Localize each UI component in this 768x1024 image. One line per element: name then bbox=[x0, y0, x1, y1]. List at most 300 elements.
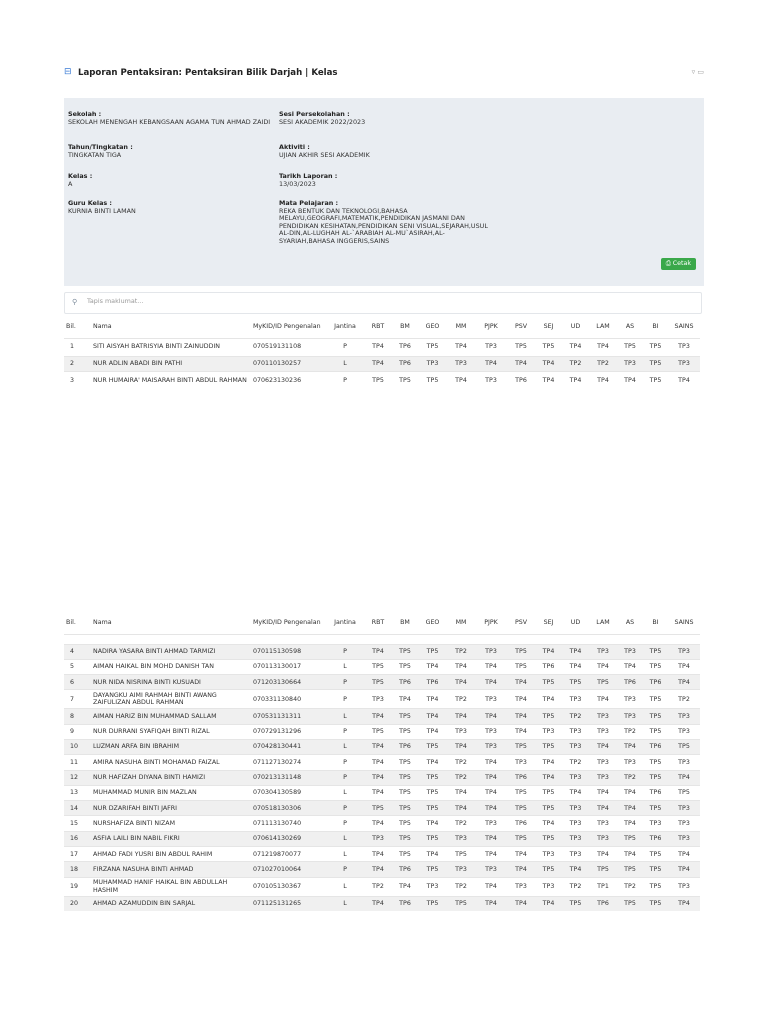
cell-rbt: TP4 bbox=[372, 647, 384, 655]
cell-nama: LUZMAN ARFA BIN IBRAHIM bbox=[93, 743, 180, 751]
cell-nama: NUR DURRANI SYAFIQAH BINTI RIZAL bbox=[93, 728, 210, 736]
filter-search-box bbox=[64, 292, 702, 314]
cell-pjpk: TP4 bbox=[485, 774, 497, 782]
cell-jantina: P bbox=[343, 774, 347, 782]
field-sesi bbox=[279, 111, 479, 126]
cell-bi: TP5 bbox=[649, 774, 662, 782]
column-header-lam: LAM bbox=[596, 619, 610, 626]
cell-bil: 16 bbox=[70, 835, 79, 843]
cell-lam: TP4 bbox=[597, 695, 609, 703]
cell-bil: 2 bbox=[70, 359, 75, 367]
cell-bm: TP5 bbox=[399, 850, 411, 858]
cell-as: TP5 bbox=[624, 343, 636, 351]
cell-geo: TP4 bbox=[426, 728, 439, 736]
search-input[interactable] bbox=[85, 296, 389, 306]
cell-pjpk: TP3 bbox=[485, 743, 497, 751]
cell-jantina: L bbox=[343, 882, 347, 890]
cell-mm: TP5 bbox=[455, 850, 467, 858]
cell-ud: TP2 bbox=[569, 758, 582, 766]
print-button[interactable] bbox=[661, 258, 696, 270]
cell-ud: TP3 bbox=[569, 804, 582, 812]
cell-psv: TP5 bbox=[515, 647, 527, 655]
cell-rbt: TP4 bbox=[372, 343, 384, 351]
cell-rbt: TP4 bbox=[372, 712, 384, 720]
table-row bbox=[64, 675, 700, 690]
cell-mm: TP3 bbox=[455, 865, 467, 873]
search-icon: ⚲ bbox=[72, 298, 78, 306]
cell-pjpk: TP4 bbox=[485, 678, 497, 686]
cell-geo: TP3 bbox=[426, 882, 439, 890]
cell-as: TP3 bbox=[624, 359, 636, 367]
cell-sains: TP4 bbox=[678, 865, 690, 873]
cell-geo: TP5 bbox=[426, 835, 439, 843]
cell-as: TP2 bbox=[624, 728, 636, 736]
cell-nama: ASFIA LAILI BIN NABIL FIKRI bbox=[93, 835, 180, 843]
cell-bi: TP5 bbox=[649, 359, 662, 367]
cell-psv: TP4 bbox=[515, 900, 527, 908]
cell-bi: TP6 bbox=[649, 789, 662, 797]
column-header-as: AS bbox=[625, 619, 635, 626]
cell-psv: TP5 bbox=[515, 804, 527, 812]
cell-bi: TP3 bbox=[649, 819, 662, 827]
table-row bbox=[64, 847, 700, 862]
cell-pjpk: TP3 bbox=[485, 728, 497, 736]
cell-rbt: TP5 bbox=[372, 663, 384, 671]
cell-sains: TP3 bbox=[678, 712, 690, 720]
cell-pjpk: TP3 bbox=[485, 343, 497, 351]
field-tarikh bbox=[279, 173, 479, 188]
cell-sains: TP4 bbox=[678, 678, 690, 686]
cell-bi: TP5 bbox=[649, 343, 662, 351]
cell-ud: TP4 bbox=[569, 376, 582, 384]
page-title: Laporan Pentaksiran: Pentaksiran Bilik Darjah | Kelas bbox=[78, 68, 338, 78]
cell-sains: TP4 bbox=[678, 774, 690, 782]
cell-geo: TP4 bbox=[426, 758, 439, 766]
table-header-row bbox=[64, 612, 700, 634]
report-info-panel bbox=[64, 98, 704, 286]
column-header-mykid: MyKID/ID Pengenalan bbox=[253, 323, 321, 330]
cell-bm: TP5 bbox=[399, 758, 411, 766]
cell-lam: TP4 bbox=[597, 789, 609, 797]
cell-ud: TP3 bbox=[569, 850, 582, 858]
cell-bm: TP4 bbox=[399, 882, 411, 890]
cell-ud: TP3 bbox=[569, 819, 582, 827]
cell-psv: TP4 bbox=[515, 678, 527, 686]
cell-geo: TP5 bbox=[426, 900, 439, 908]
cell-nama: AIMAN HAIKAL BIN MOHD DANISH TAN bbox=[93, 663, 214, 671]
cell-mykid: 070614130269 bbox=[253, 835, 302, 843]
cell-jantina: P bbox=[343, 647, 347, 655]
cell-bil: 17 bbox=[70, 850, 79, 858]
cell-lam: TP3 bbox=[597, 647, 609, 655]
cell-jantina: L bbox=[343, 712, 347, 720]
field-aktiviti bbox=[279, 144, 479, 159]
cell-mykid: 071203130664 bbox=[253, 678, 302, 686]
cell-bil: 6 bbox=[70, 678, 75, 686]
cell-sains: TP4 bbox=[678, 900, 690, 908]
cell-sej: TP5 bbox=[542, 804, 555, 812]
cell-sains: TP5 bbox=[678, 743, 690, 751]
cell-rbt: TP4 bbox=[372, 819, 384, 827]
cell-as: TP2 bbox=[624, 774, 636, 782]
cell-nama: FIRZANA NASUHA BINTI AHMAD bbox=[93, 865, 194, 873]
cell-nama: MUHAMMAD MUNIR BIN MAZLAN bbox=[93, 789, 197, 797]
cell-rbt: TP4 bbox=[372, 758, 384, 766]
cell-bi: TP5 bbox=[649, 663, 662, 671]
printer-icon: ⎙ bbox=[665, 260, 671, 267]
cell-ud: TP3 bbox=[569, 728, 582, 736]
cell-sains: TP3 bbox=[678, 359, 690, 367]
cell-psv: TP3 bbox=[515, 758, 527, 766]
cell-psv: TP6 bbox=[515, 376, 527, 384]
cell-ud: TP4 bbox=[569, 343, 582, 351]
cell-sej: TP4 bbox=[542, 695, 555, 703]
field-kelas bbox=[68, 173, 268, 188]
value-guru: KURNIA BINTI LAMAN bbox=[68, 206, 136, 215]
table-row bbox=[64, 356, 700, 371]
cell-ud: TP2 bbox=[569, 359, 582, 367]
cell-as: TP5 bbox=[624, 835, 636, 843]
cell-mykid: 071113130740 bbox=[253, 819, 302, 827]
cell-ud: TP5 bbox=[569, 678, 582, 686]
cell-bi: TP5 bbox=[649, 728, 662, 736]
cell-sej: TP4 bbox=[542, 376, 555, 384]
cell-psv: TP3 bbox=[515, 882, 527, 890]
cell-mm: TP4 bbox=[455, 678, 467, 686]
cell-sej: TP5 bbox=[542, 678, 555, 686]
cell-nama: AMIRA NASUHA BINTI MOHAMAD FAIZAL bbox=[93, 758, 220, 766]
column-header-sains: SAINS bbox=[674, 323, 694, 330]
cell-mm: TP4 bbox=[455, 804, 467, 812]
column-header-jantina: Jantina bbox=[334, 619, 356, 626]
cell-bm: TP5 bbox=[399, 663, 411, 671]
cell-sains: TP3 bbox=[678, 819, 690, 827]
value-aktiviti: UJIAN AKHIR SESI AKADEMIK bbox=[279, 150, 370, 159]
table-row bbox=[64, 338, 700, 356]
cell-mykid: 070729131296 bbox=[253, 728, 302, 736]
value-mata-pelajaran: REKA BENTUK DAN TEKNOLOGI,BAHASA MELAYU,GEOGRAFI,MATEMATIK,PENDIDIKAN JASMANI DAN PENDIDIKAN KESIHATAN,PENDIDIKAN SENI VISUAL,SEJARAH,USUL AL-DIN,AL-LUGHAH AL-`ARABIAH AL-MU`ASIRAH,AL-SYARIAH,BAHASA INGGERIS,SAINS bbox=[279, 206, 488, 245]
cell-jantina: P bbox=[343, 728, 347, 736]
column-header-bil: Bil. bbox=[66, 323, 76, 330]
cell-geo: TP4 bbox=[426, 712, 439, 720]
column-header-bi: BI bbox=[652, 323, 659, 330]
value-tahun: TINGKATAN TIGA bbox=[68, 150, 122, 159]
cell-ud: TP4 bbox=[569, 663, 582, 671]
cell-bm: TP6 bbox=[399, 678, 411, 686]
table-row bbox=[64, 644, 700, 659]
cell-geo: TP5 bbox=[426, 865, 439, 873]
table-row bbox=[64, 801, 700, 816]
cell-pjpk: TP4 bbox=[485, 882, 497, 890]
cell-rbt: TP4 bbox=[372, 774, 384, 782]
cell-as: TP3 bbox=[624, 647, 636, 655]
column-header-geo: GEO bbox=[425, 619, 440, 626]
column-header-sej: SEJ bbox=[543, 619, 554, 626]
column-header-mykid: MyKID/ID Pengenalan bbox=[253, 619, 321, 626]
cell-rbt: TP4 bbox=[372, 865, 384, 873]
cell-bi: TP5 bbox=[649, 712, 662, 720]
field-tahun bbox=[68, 144, 268, 159]
cell-pjpk: TP3 bbox=[485, 695, 497, 703]
value-tarikh: 13/03/2023 bbox=[279, 179, 316, 188]
cell-jantina: L bbox=[343, 663, 347, 671]
cell-as: TP5 bbox=[624, 865, 636, 873]
cell-psv: TP4 bbox=[515, 712, 527, 720]
cell-mykid: 070428130441 bbox=[253, 743, 302, 751]
cell-rbt: TP5 bbox=[372, 678, 384, 686]
cell-bil: 8 bbox=[70, 712, 75, 720]
cell-bil: 9 bbox=[70, 728, 75, 736]
cell-mm: TP4 bbox=[455, 712, 467, 720]
cell-bi: TP6 bbox=[649, 743, 662, 751]
cell-jantina: L bbox=[343, 359, 347, 367]
cell-pjpk: TP4 bbox=[485, 900, 497, 908]
cell-bm: TP6 bbox=[399, 343, 411, 351]
cell-rbt: TP4 bbox=[372, 789, 384, 797]
cell-mm: TP3 bbox=[455, 728, 467, 736]
cell-geo: TP5 bbox=[426, 343, 439, 351]
column-header-ud: UD bbox=[570, 323, 581, 330]
cell-mm: TP4 bbox=[455, 789, 467, 797]
cell-psv: TP6 bbox=[515, 774, 527, 782]
cell-sains: TP3 bbox=[678, 758, 690, 766]
cell-mykid: 070115130598 bbox=[253, 647, 302, 655]
cell-ud: TP4 bbox=[569, 865, 582, 873]
cell-nama: NUR ADLIN ABADI BIN PATHI bbox=[93, 359, 183, 367]
cell-mm: TP4 bbox=[455, 663, 467, 671]
table-row bbox=[64, 816, 700, 831]
field-guru bbox=[68, 200, 268, 215]
column-header-lam: LAM bbox=[596, 323, 610, 330]
cell-sej: TP4 bbox=[542, 774, 555, 782]
cell-bm: TP5 bbox=[399, 728, 411, 736]
cell-pjpk: TP4 bbox=[485, 758, 497, 766]
cell-sej: TP4 bbox=[542, 359, 555, 367]
label-sekolah: Sekolah : bbox=[68, 110, 102, 118]
cell-geo: TP5 bbox=[426, 804, 439, 812]
cell-nama: NUR NIDA NISRINA BINTI KUSUADI bbox=[93, 678, 201, 686]
cell-mykid: 071219870077 bbox=[253, 850, 302, 858]
column-header-bm: BM bbox=[400, 619, 410, 626]
cell-sains: TP4 bbox=[678, 850, 690, 858]
table-row bbox=[64, 724, 700, 739]
cell-bil: 19 bbox=[70, 882, 79, 890]
cell-rbt: TP4 bbox=[372, 900, 384, 908]
table-header-row bbox=[64, 316, 700, 338]
cell-geo: TP5 bbox=[426, 789, 439, 797]
cell-bi: TP5 bbox=[649, 376, 662, 384]
cell-as: TP3 bbox=[624, 695, 636, 703]
cell-bi: TP6 bbox=[649, 678, 662, 686]
cell-geo: TP5 bbox=[426, 743, 439, 751]
cell-sains: TP3 bbox=[678, 343, 690, 351]
cell-mm: TP2 bbox=[455, 882, 467, 890]
table-row bbox=[64, 877, 700, 896]
cell-sains: TP2 bbox=[678, 695, 690, 703]
cell-as: TP3 bbox=[624, 712, 636, 720]
cell-nama: MUHAMMAD HANIF HAIKAL BIN ABDULLAH HASHIM bbox=[93, 879, 228, 894]
cell-bi: TP5 bbox=[649, 804, 662, 812]
cell-jantina: L bbox=[343, 850, 347, 858]
cell-as: TP4 bbox=[624, 789, 636, 797]
column-header-bm: BM bbox=[400, 323, 410, 330]
column-header-rbt: RBT bbox=[371, 323, 385, 330]
cell-sej: TP5 bbox=[542, 835, 555, 843]
field-mata-pelajaran bbox=[279, 200, 491, 246]
cell-pjpk: TP3 bbox=[485, 647, 497, 655]
cell-mm: TP2 bbox=[455, 758, 467, 766]
table-row bbox=[64, 371, 700, 389]
cell-rbt: TP5 bbox=[372, 376, 384, 384]
cell-bi: TP5 bbox=[649, 900, 662, 908]
cell-mm: TP2 bbox=[455, 647, 467, 655]
label-aktiviti: Aktiviti : bbox=[279, 143, 310, 151]
column-header-bi: BI bbox=[652, 619, 659, 626]
cell-pjpk: TP4 bbox=[485, 663, 497, 671]
cell-as: TP4 bbox=[624, 819, 636, 827]
cell-lam: TP4 bbox=[597, 804, 609, 812]
cell-geo: TP4 bbox=[426, 695, 439, 703]
cell-nama: AIMAN HARIZ BIN MUHAMMAD SALLAM bbox=[93, 712, 217, 720]
cell-mm: TP2 bbox=[455, 819, 467, 827]
cell-mykid: 070623130236 bbox=[253, 376, 302, 384]
cell-lam: TP3 bbox=[597, 835, 609, 843]
cell-rbt: TP3 bbox=[372, 835, 384, 843]
cell-bm: TP5 bbox=[399, 835, 411, 843]
cell-rbt: TP2 bbox=[372, 882, 384, 890]
label-guru: Guru Kelas : bbox=[68, 199, 112, 207]
label-tahun: Tahun/Tingkatan : bbox=[68, 143, 133, 151]
cell-mykid: 071127130274 bbox=[253, 758, 302, 766]
cell-as: TP4 bbox=[624, 850, 636, 858]
cell-mm: TP3 bbox=[455, 359, 467, 367]
cell-sains: TP3 bbox=[678, 804, 690, 812]
cell-sej: TP5 bbox=[542, 343, 555, 351]
cell-ud: TP2 bbox=[569, 882, 582, 890]
cell-sej: TP5 bbox=[542, 712, 555, 720]
cell-psv: TP6 bbox=[515, 819, 527, 827]
cell-nama: SITI AISYAH BATRISYIA BINTI ZAINUDDIN bbox=[93, 343, 221, 351]
column-header-rbt: RBT bbox=[371, 619, 385, 626]
cell-ud: TP3 bbox=[569, 743, 582, 751]
column-header-pjpk: PJPK bbox=[484, 619, 498, 626]
cell-lam: TP3 bbox=[597, 819, 609, 827]
column-header-nama: Nama bbox=[93, 323, 112, 330]
table-row bbox=[64, 739, 700, 754]
cell-lam: TP4 bbox=[597, 743, 609, 751]
column-header-geo: GEO bbox=[425, 323, 440, 330]
cell-bi: TP5 bbox=[649, 758, 662, 766]
report-header bbox=[64, 66, 704, 84]
cell-psv: TP4 bbox=[515, 865, 527, 873]
column-header-psv: PSV bbox=[514, 619, 528, 626]
cell-sains: TP3 bbox=[678, 882, 690, 890]
cell-psv: TP4 bbox=[515, 695, 527, 703]
cell-jantina: P bbox=[343, 695, 347, 703]
cell-lam: TP6 bbox=[597, 900, 609, 908]
table-row bbox=[64, 755, 700, 770]
cell-bi: TP6 bbox=[649, 835, 662, 843]
cell-pjpk: TP4 bbox=[485, 789, 497, 797]
cell-as: TP4 bbox=[624, 743, 636, 751]
column-header-ud: UD bbox=[570, 619, 581, 626]
results-table-page-2 bbox=[64, 612, 700, 911]
label-kelas: Kelas : bbox=[68, 172, 93, 180]
cell-bi: TP5 bbox=[649, 882, 662, 890]
cell-jantina: L bbox=[343, 789, 347, 797]
report-icon: ⊟ bbox=[64, 67, 72, 77]
cell-pjpk: TP4 bbox=[485, 804, 497, 812]
cell-bil: 5 bbox=[70, 663, 75, 671]
cell-lam: TP5 bbox=[597, 678, 609, 686]
cell-sej: TP4 bbox=[542, 758, 555, 766]
table-row bbox=[64, 690, 700, 709]
cell-ud: TP2 bbox=[569, 712, 582, 720]
cell-pjpk: TP3 bbox=[485, 819, 497, 827]
cell-nama: NADIRA YASARA BINTI AHMAD TARMIZI bbox=[93, 647, 216, 655]
cell-rbt: TP5 bbox=[372, 804, 384, 812]
cell-bil: 12 bbox=[70, 774, 79, 782]
cell-sains: TP4 bbox=[678, 376, 690, 384]
cell-psv: TP4 bbox=[515, 359, 527, 367]
label-mata-pelajaran: Mata Pelajaran : bbox=[279, 199, 339, 207]
cell-bil: 15 bbox=[70, 819, 79, 827]
cell-pjpk: TP3 bbox=[485, 865, 497, 873]
cell-lam: TP3 bbox=[597, 712, 609, 720]
cell-sej: TP4 bbox=[542, 647, 555, 655]
value-kelas: A bbox=[68, 179, 73, 188]
cell-as: TP6 bbox=[624, 678, 636, 686]
cell-geo: TP5 bbox=[426, 774, 439, 782]
cell-as: TP2 bbox=[624, 882, 636, 890]
table-row bbox=[64, 659, 700, 674]
cell-mykid: 071027010064 bbox=[253, 865, 302, 873]
cell-as: TP4 bbox=[624, 804, 636, 812]
cell-mm: TP2 bbox=[455, 774, 467, 782]
cell-mm: TP4 bbox=[455, 343, 467, 351]
cell-bil: 20 bbox=[70, 900, 79, 908]
cell-sains: TP3 bbox=[678, 835, 690, 843]
table-row bbox=[64, 896, 700, 911]
cell-lam: TP1 bbox=[597, 882, 609, 890]
cell-pjpk: TP4 bbox=[485, 850, 497, 858]
cell-bm: TP4 bbox=[399, 695, 411, 703]
cell-bm: TP5 bbox=[399, 819, 411, 827]
header-tools-icon[interactable]: ▿ ▭ bbox=[691, 68, 704, 76]
column-header-psv: PSV bbox=[514, 323, 528, 330]
cell-mykid: 071125131265 bbox=[253, 900, 302, 908]
cell-mykid: 070304130589 bbox=[253, 789, 302, 797]
cell-rbt: TP4 bbox=[372, 850, 384, 858]
cell-ud: TP4 bbox=[569, 647, 582, 655]
cell-lam: TP2 bbox=[597, 359, 609, 367]
table-row bbox=[64, 785, 700, 800]
cell-bi: TP5 bbox=[649, 865, 662, 873]
column-header-jantina: Jantina bbox=[334, 323, 356, 330]
cell-bi: TP5 bbox=[649, 695, 662, 703]
cell-rbt: TP4 bbox=[372, 743, 384, 751]
cell-lam: TP3 bbox=[597, 774, 609, 782]
cell-jantina: L bbox=[343, 900, 347, 908]
cell-bm: TP6 bbox=[399, 900, 411, 908]
cell-mm: TP3 bbox=[455, 835, 467, 843]
cell-geo: TP5 bbox=[426, 376, 439, 384]
label-sesi: Sesi Persekolahan : bbox=[279, 110, 350, 118]
cell-bm: TP5 bbox=[399, 712, 411, 720]
table-row bbox=[64, 709, 700, 724]
table-row bbox=[64, 831, 700, 846]
cell-bil: 3 bbox=[70, 376, 75, 384]
